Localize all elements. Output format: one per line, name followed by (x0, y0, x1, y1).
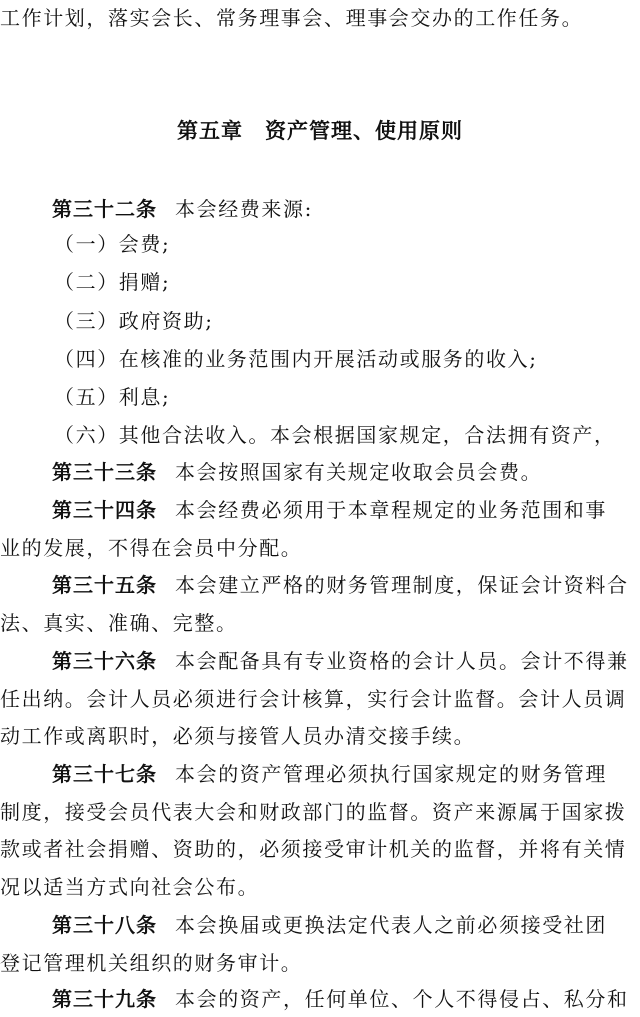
article-32-item-3: （三）政府资助; (54, 309, 214, 333)
article-37-number: 第三十七条 (52, 762, 157, 786)
article-33-line (0, 454, 640, 490)
article-32-item-4: （四）在核准的业务范围内开展活动或服务的收入; (54, 347, 538, 371)
article-33-number: 第三十三条 (52, 460, 157, 484)
article-35-cont-1: 法、真实、准确、完整。 (0, 611, 238, 635)
article-32-text: 本会经费来源: (175, 197, 313, 221)
article-32-item-5: （五）利息; (54, 385, 171, 409)
article-38-number: 第三十八条 (52, 913, 157, 937)
article-38-text: 本会换届或更换法定代表人之前必须接受社团 (175, 913, 607, 937)
article-36-number: 第三十六条 (52, 649, 157, 673)
article-39-line (0, 981, 640, 1017)
article-36-text: 本会配备具有专业资格的会计人员。会计不得兼 (175, 649, 629, 673)
article-38-cont-1: 登记管理机关组织的财务审计。 (0, 951, 303, 975)
article-39-number: 第三十九条 (52, 987, 157, 1011)
article-39-text: 本会的资产，任何单位、个人不得侵占、私分和 (175, 987, 629, 1011)
article-35-text: 本会建立严格的财务管理制度，保证会计资料合 (175, 573, 629, 597)
article-32-line (0, 191, 640, 227)
article-32-item-2: （二）捐赠; (54, 270, 171, 294)
article-32-item-6: （六）其他合法收入。本会根据国家规定，合法拥有资产， (54, 423, 616, 447)
article-34-number: 第三十四条 (52, 498, 157, 522)
article-34-line (0, 492, 640, 528)
article-32-item-1: （一）会费; (54, 232, 171, 256)
article-35-number: 第三十五条 (52, 573, 157, 597)
article-35-line (0, 567, 640, 603)
article-37-cont-2: 款或者社会捐赠、资助的，必须接受审计机关的监督，并将有关情 (0, 837, 627, 861)
article-36-cont-1: 任出纳。会计人员必须进行会计核算，实行会计监督。会计人员调 (0, 687, 627, 711)
continued-text-line: 工作计划，落实会长、常务理事会、理事会交办的工作任务。 (0, 6, 584, 30)
article-34-text: 本会经费必须用于本章程规定的业务范围和事 (175, 498, 607, 522)
article-34-cont-1: 业的发展，不得在会员中分配。 (0, 536, 303, 560)
article-32-number: 第三十二条 (52, 197, 157, 221)
article-37-cont-3: 况以适当方式向社会公布。 (0, 875, 260, 899)
article-37-cont-1: 制度，接受会员代表大会和财政部门的监督。资产来源属于国家拨 (0, 800, 627, 824)
article-36-cont-2: 动工作或离职时，必须与接管人员办清交接手续。 (0, 724, 476, 748)
article-36-line (0, 643, 640, 679)
article-33-text: 本会按照国家有关规定收取会员会费。 (175, 460, 543, 484)
article-38-line (0, 907, 640, 943)
article-37-line (0, 756, 640, 792)
chapter-title: 第五章 资产管理、使用原则 (177, 119, 463, 143)
article-37-text: 本会的资产管理必须执行国家规定的财务管理 (175, 762, 607, 786)
